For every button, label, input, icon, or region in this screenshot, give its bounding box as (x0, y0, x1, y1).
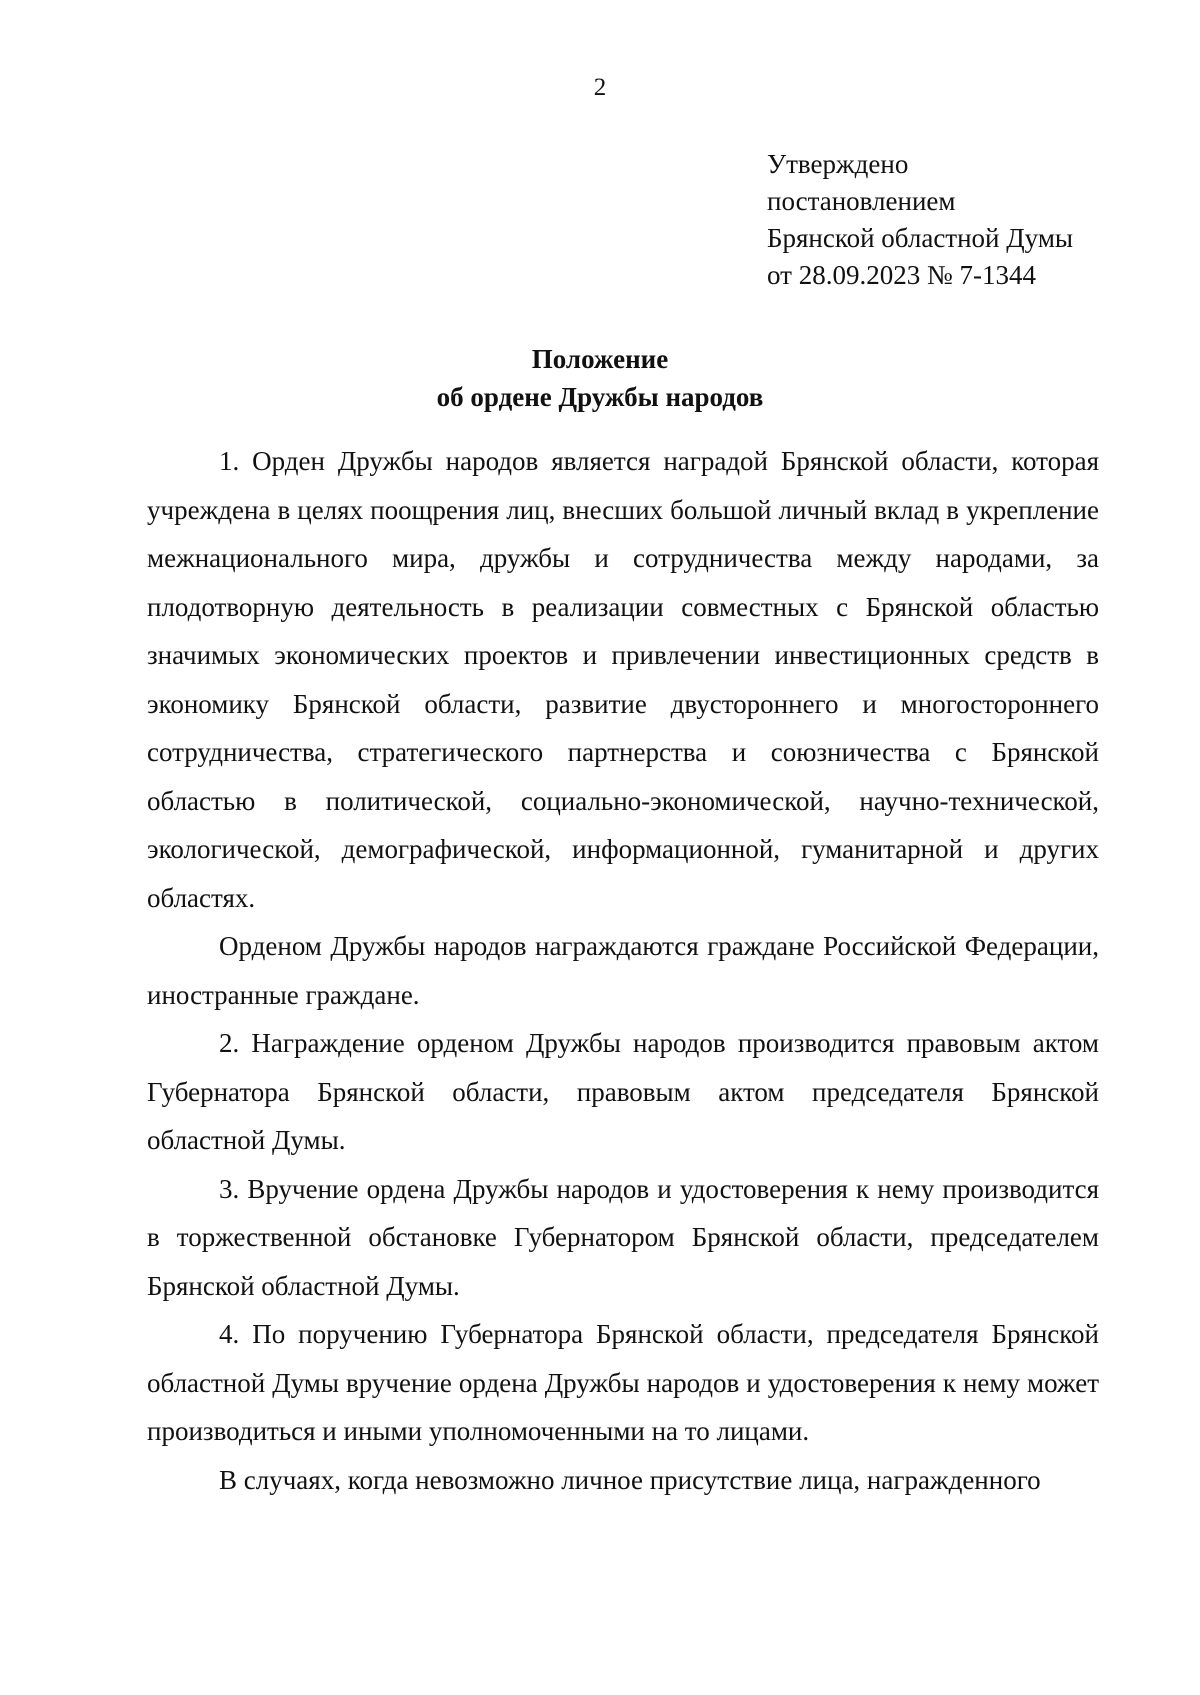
approval-line-4: от 28.09.2023 № 7-1344 (767, 260, 1036, 290)
approval-line-2: постановлением (767, 186, 956, 216)
paragraph-2: Орденом Дружбы народов награждаются граждане Российской Федерации, иностранные граждане. (147, 931, 1099, 1010)
title-line-1: Положение (531, 344, 669, 374)
paragraph-1: 1. Орден Дружбы народов является наградой Брянской области, которая учреждена в целях поощрения лиц, внесших большой личный вклад в укрепление межнационального мира, дружбы и сотрудничества между народами, за плодотворную деятельность в реализации совместных с Брянской областью значимых экономических проектов и привлечении инвестиционных средств в экономику Брянской области, развитие двустороннего и многостороннего сотрудничества, стратегического партнерства и союзничества с Брянской областью в политической, социально-экономической, научно-технической, экологической, демографической, информационной, гуманитарной и других областях. (147, 446, 1099, 913)
paragraph-5: 4. По поручению Губернатора Брянской области, председателя Брянской областной Думы вручение ордена Дружбы народов и удостоверения к нему может производиться и иными уполномоченными на то лицами. (147, 1319, 1099, 1446)
document-title (0, 340, 1200, 416)
title-line-2: об ордене Дружбы народов (436, 382, 764, 412)
paragraph-6: В случаях, когда невозможно личное присутствие лица, награжденного (219, 1464, 1041, 1495)
approval-line-3: Брянской областной Думы (767, 223, 1074, 253)
approval-line-1: Утверждено (767, 149, 909, 179)
approval-stamp-block (767, 146, 1073, 294)
paragraph-3: 2. Награждение орденом Дружбы народов производится правовым актом Губернатора Брянской области, правовым актом председателя Брянской областной Думы. (147, 1028, 1099, 1155)
document-body (147, 437, 1099, 1504)
paragraph-4: 3. Вручение ордена Дружбы народов и удостоверения к нему производится в торжественной обстановке Губернатором Брянской области, председателем Брянской областной Думы. (147, 1173, 1099, 1301)
page-number: 2 (593, 74, 607, 101)
